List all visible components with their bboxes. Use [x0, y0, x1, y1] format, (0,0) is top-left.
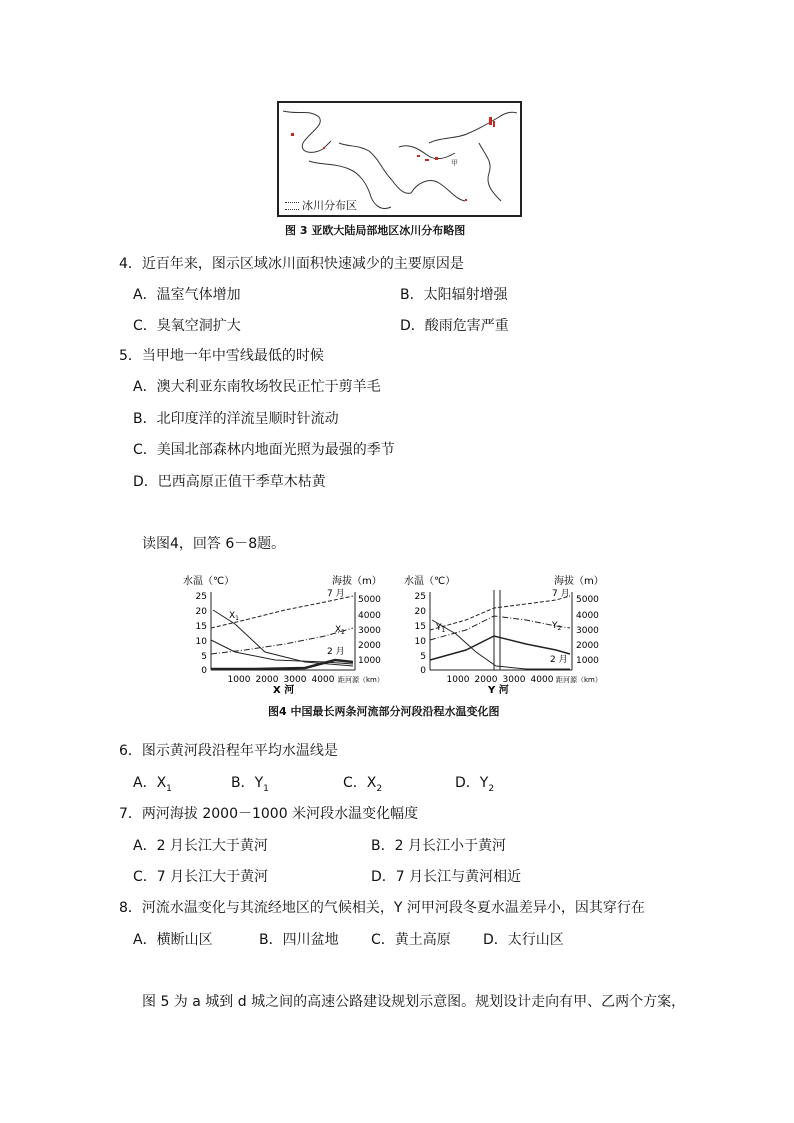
- right-y-tick: 20: [414, 607, 426, 617]
- right-y-ticks: [415, 592, 427, 676]
- right-y-title: 水温（℃）: [404, 576, 456, 587]
- right-label-s2: $Y_2$: [552, 621, 562, 632]
- left-x-tick: 4000: [311, 675, 335, 685]
- svg-text:甲: 甲: [451, 159, 458, 167]
- q7-option-d: D．7 月长江与黄河相近: [371, 869, 522, 885]
- left-x-tick: 1000: [227, 675, 251, 685]
- figure3-map: [277, 101, 522, 217]
- left-y2-tick: 4000: [358, 611, 381, 621]
- left-y-tick: 10: [195, 637, 207, 647]
- left-y2-title: 海拔（m）: [332, 576, 382, 587]
- left-x-tick: 3000: [283, 675, 307, 685]
- right-label-s1: $Y_1$: [436, 623, 446, 634]
- right-y2-title: 海拔（m）: [554, 576, 604, 587]
- left-y-tick: 20: [195, 607, 207, 617]
- left-y2-tick: 3000: [358, 626, 381, 636]
- left-x-tick: 2000: [255, 675, 279, 685]
- right-x-ticks: [447, 675, 554, 685]
- left-y2-tick: 5000: [358, 595, 381, 605]
- q8-option-a: A．横断山区: [133, 932, 213, 948]
- left-label-s1: $X_1$: [229, 611, 239, 622]
- q4-option-b: B．太阳辐射增强: [400, 287, 508, 303]
- left-y-tick: 5: [201, 652, 207, 662]
- right-y-tick: 25: [414, 592, 426, 602]
- left-label-feb: 2 月: [327, 647, 345, 657]
- right-x-tick: 2000: [474, 675, 498, 685]
- figure4-left-chart: [175, 570, 400, 695]
- q8-option-b: B．四川盆地: [259, 932, 339, 948]
- right-y2-ticks: [576, 595, 599, 666]
- right-y2-tick: 4000: [576, 611, 599, 621]
- map-legend: [285, 197, 357, 213]
- left-label-jul: 7 月: [327, 589, 345, 599]
- figure3-caption: 图 3 亚欧大陆局部地区冰川分布略图: [285, 224, 466, 237]
- map-legend-text: 冰川分布区: [302, 199, 357, 212]
- right-x-unit: 距河源（km）: [556, 676, 602, 684]
- glacier-legend-icon: [285, 202, 299, 210]
- left-y-ticks: [196, 592, 208, 676]
- left-x-unit: 距河源（km）: [338, 676, 384, 684]
- q8-option-c: C．黄土高原: [371, 932, 451, 948]
- right-y2-tick: 3000: [576, 626, 599, 636]
- q5-option-c: C．美国北部森林内地面光照为最强的季节: [133, 442, 395, 458]
- left-y2-ticks: [358, 595, 381, 666]
- right-label-jul: 7 月: [552, 589, 570, 599]
- left-x-ticks: [228, 675, 335, 685]
- left-y-tick: 15: [195, 622, 207, 632]
- q4-option-d: D．酸雨危害严重: [400, 318, 509, 334]
- left-y2-tick: 2000: [358, 641, 381, 651]
- right-x-tick: 1000: [446, 675, 470, 685]
- intro-figure4: 读图4，回答 6－8题。: [142, 536, 286, 552]
- right-x-tick: 4000: [530, 675, 554, 685]
- q4-option-c: C．臭氧空洞扩大: [133, 318, 241, 334]
- q5-option-b: B．北印度洋的洋流呈顺时针流动: [133, 411, 339, 427]
- right-x-title: Y 河: [488, 685, 509, 695]
- left-y-title: 水温（℃）: [183, 576, 235, 587]
- right-y-tick: 15: [414, 622, 426, 632]
- q7-option-c: C．7 月长江大于黄河: [133, 869, 269, 885]
- q6-option-b: B．$Y_1$: [231, 775, 269, 794]
- q6-stem: 6．图示黄河段沿程年平均水温线是: [119, 743, 338, 759]
- right-y-tick: 5: [420, 652, 426, 662]
- left-y2-tick: 1000: [358, 656, 381, 666]
- q7-option-b: B．2 月长江小于黄河: [371, 838, 506, 854]
- right-label-feb: 2 月: [550, 655, 568, 665]
- left-y-tick: 0: [201, 666, 207, 676]
- q6-option-a: A．$X_1$: [133, 775, 172, 794]
- left-x-title: X 河: [273, 685, 295, 695]
- figure4-caption: 图4 中国最长两条河流部分河段沿程水温变化图: [268, 705, 500, 718]
- q8-option-d: D．太行山区: [483, 932, 564, 948]
- left-y-tick: 25: [195, 592, 207, 602]
- right-y-tick: 0: [420, 666, 426, 676]
- q4-stem: 4．近百年来，图示区域冰川面积快速减少的主要原因是: [119, 256, 464, 272]
- intro-figure5: 图 5 为 a 城到 d 城之间的高速公路建设规划示意图。规划设计走向有甲、乙两个方案，: [142, 994, 686, 1010]
- right-y-tick: 10: [414, 637, 426, 647]
- q6-option-c: C．$X_2$: [343, 775, 383, 794]
- q6-option-d: D．$Y_2$: [455, 775, 495, 794]
- right-y2-tick: 5000: [576, 595, 599, 605]
- right-y2-tick: 2000: [576, 641, 599, 651]
- q7-option-a: A．2 月长江大于黄河: [133, 838, 268, 854]
- right-y2-tick: 1000: [576, 656, 599, 666]
- figure4-right-chart: [396, 570, 621, 695]
- q8-stem: 8．河流水温变化与其流经地区的气候相关，Y 河甲河段冬夏水温差异小，因其穿行在: [119, 900, 645, 916]
- q5-option-a: A．澳大利亚东南牧场牧民正忙于剪羊毛: [133, 379, 381, 395]
- q7-stem: 7．两河海拔 2000－1000 米河段水温变化幅度: [119, 806, 419, 822]
- left-label-s2: $X_2$: [335, 625, 345, 636]
- q5-option-d: D．巴西高原正值干季草木枯黄: [133, 474, 326, 490]
- right-x-tick: 3000: [502, 675, 526, 685]
- q5-stem: 5．当甲地一年中雪线最低的时候: [119, 348, 324, 364]
- q4-option-a: A．温室气体增加: [133, 287, 241, 303]
